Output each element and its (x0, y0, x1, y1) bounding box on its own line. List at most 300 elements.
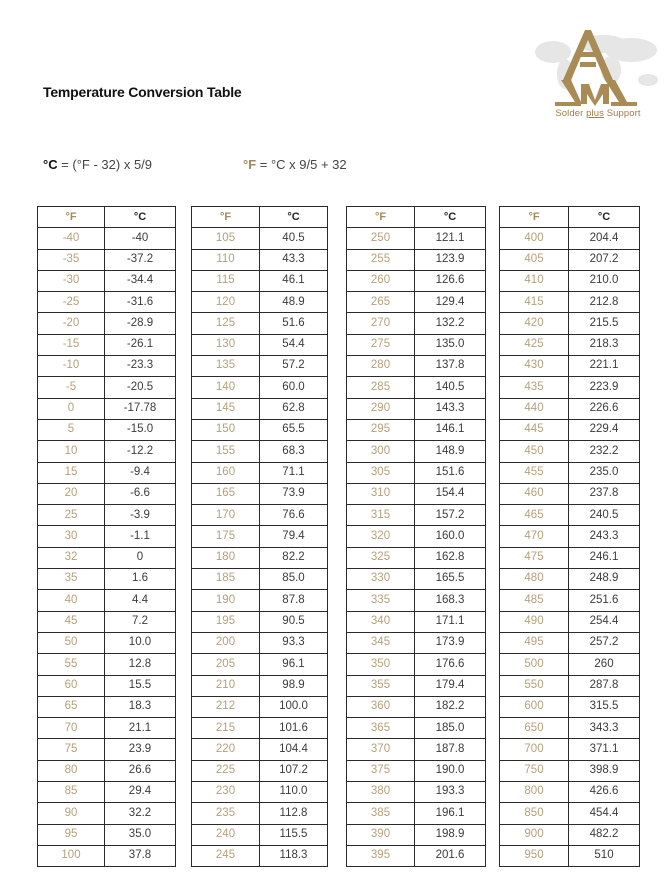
celsius-cell: 29.4 (105, 782, 176, 803)
celsius-cell: 171.1 (415, 611, 486, 632)
celsius-symbol: °C (43, 157, 58, 172)
table-row (38, 824, 176, 845)
celsius-cell: 196.1 (415, 803, 486, 824)
table-row (192, 845, 328, 866)
fahrenheit-cell: 850 (500, 803, 569, 824)
table-row (347, 356, 486, 377)
celsius-cell: 46.1 (260, 270, 328, 291)
table-row (38, 547, 176, 568)
table-row (38, 334, 176, 355)
conversion-table-3 (346, 206, 486, 867)
table-row (500, 654, 640, 675)
fahrenheit-cell: 95 (38, 824, 105, 845)
celsius-cell: 246.1 (569, 547, 640, 568)
celsius-cell: 51.6 (260, 313, 328, 334)
fahrenheit-cell: 165 (192, 483, 260, 504)
fahrenheit-cell: 10 (38, 441, 105, 462)
table-row (192, 654, 328, 675)
table-row (500, 547, 640, 568)
fahrenheit-cell: 290 (347, 398, 415, 419)
celsius-cell: 232.2 (569, 441, 640, 462)
fahrenheit-cell: 85 (38, 782, 105, 803)
table-row (500, 313, 640, 334)
table-row (38, 441, 176, 462)
formula-celsius (43, 157, 152, 172)
table-row (500, 441, 640, 462)
celsius-cell: 35.0 (105, 824, 176, 845)
celsius-cell: 173.9 (415, 632, 486, 653)
celsius-cell: 85.0 (260, 569, 328, 590)
table-row (192, 228, 328, 249)
fahrenheit-cell: 65 (38, 696, 105, 717)
celsius-cell: 179.4 (415, 675, 486, 696)
celsius-cell: 79.4 (260, 526, 328, 547)
fahrenheit-cell: 32 (38, 547, 105, 568)
celsius-cell: -12.2 (105, 441, 176, 462)
fahrenheit-cell: 390 (347, 824, 415, 845)
celsius-cell: 343.3 (569, 718, 640, 739)
table-row (347, 419, 486, 440)
celsius-cell: 251.6 (569, 590, 640, 611)
fahrenheit-cell: 250 (347, 228, 415, 249)
celsius-cell: 12.8 (105, 654, 176, 675)
conversion-table-1 (37, 206, 176, 867)
fahrenheit-cell: 310 (347, 483, 415, 504)
fahrenheit-cell: 170 (192, 505, 260, 526)
fahrenheit-cell: 470 (500, 526, 569, 547)
table-row (500, 824, 640, 845)
fahrenheit-cell: 90 (38, 803, 105, 824)
table-row (500, 526, 640, 547)
table-row (347, 526, 486, 547)
fahrenheit-header: °F (347, 207, 415, 228)
celsius-cell: 121.1 (415, 228, 486, 249)
table-row (347, 483, 486, 504)
fahrenheit-cell: 305 (347, 462, 415, 483)
celsius-cell: 54.4 (260, 334, 328, 355)
fahrenheit-cell: 185 (192, 569, 260, 590)
fahrenheit-cell: 0 (38, 398, 105, 419)
celsius-cell: 248.9 (569, 569, 640, 590)
fahrenheit-cell: 370 (347, 739, 415, 760)
celsius-cell: 157.2 (415, 505, 486, 526)
fahrenheit-cell: 300 (347, 441, 415, 462)
celsius-cell: 187.8 (415, 739, 486, 760)
celsius-cell: -34.4 (105, 270, 176, 291)
celsius-cell: 140.5 (415, 377, 486, 398)
table-row (38, 569, 176, 590)
fahrenheit-cell: 225 (192, 760, 260, 781)
fahrenheit-header: °F (192, 207, 260, 228)
celsius-cell: 207.2 (569, 249, 640, 270)
fahrenheit-cell: 475 (500, 547, 569, 568)
celsius-cell: 176.6 (415, 654, 486, 675)
fahrenheit-cell: -5 (38, 377, 105, 398)
celsius-cell: 0 (105, 547, 176, 568)
celsius-cell: 96.1 (260, 654, 328, 675)
celsius-cell: 287.8 (569, 675, 640, 696)
table-row (192, 696, 328, 717)
fahrenheit-cell: 50 (38, 632, 105, 653)
celsius-cell: 1.6 (105, 569, 176, 590)
fahrenheit-cell: 5 (38, 419, 105, 440)
fahrenheit-cell: 325 (347, 547, 415, 568)
celsius-cell: 15.5 (105, 675, 176, 696)
fahrenheit-cell: 115 (192, 270, 260, 291)
fahrenheit-cell: 415 (500, 292, 569, 313)
fahrenheit-cell: 235 (192, 803, 260, 824)
celsius-cell: -6.6 (105, 483, 176, 504)
fahrenheit-cell: 405 (500, 249, 569, 270)
celsius-cell: 143.3 (415, 398, 486, 419)
celsius-cell: 185.0 (415, 718, 486, 739)
celsius-cell: 26.6 (105, 760, 176, 781)
fahrenheit-cell: 130 (192, 334, 260, 355)
table-row (347, 675, 486, 696)
celsius-cell: 110.0 (260, 782, 328, 803)
table-row (500, 590, 640, 611)
table-row (38, 611, 176, 632)
celsius-cell: 60.0 (260, 377, 328, 398)
celsius-cell: 454.4 (569, 803, 640, 824)
table-row (192, 292, 328, 313)
fahrenheit-cell: -15 (38, 334, 105, 355)
table-row (192, 270, 328, 291)
table-row (38, 760, 176, 781)
celsius-cell: 260 (569, 654, 640, 675)
celsius-cell: 237.8 (569, 483, 640, 504)
fahrenheit-cell: 230 (192, 782, 260, 803)
celsius-cell: 57.2 (260, 356, 328, 377)
table-row (38, 675, 176, 696)
table-row (347, 334, 486, 355)
fahrenheit-cell: 280 (347, 356, 415, 377)
celsius-cell: -26.1 (105, 334, 176, 355)
table-row (347, 590, 486, 611)
table-row (347, 739, 486, 760)
table-row (500, 292, 640, 313)
table-header-row (347, 207, 486, 228)
table-row (38, 313, 176, 334)
fahrenheit-cell: 440 (500, 398, 569, 419)
celsius-cell: 93.3 (260, 632, 328, 653)
table-row (500, 739, 640, 760)
table-row (347, 760, 486, 781)
celsius-cell: 48.9 (260, 292, 328, 313)
fahrenheit-cell: 140 (192, 377, 260, 398)
celsius-cell: 160.0 (415, 526, 486, 547)
fahrenheit-cell: 160 (192, 462, 260, 483)
table-row (192, 718, 328, 739)
fahrenheit-cell: 375 (347, 760, 415, 781)
table-row (347, 782, 486, 803)
table-row (38, 249, 176, 270)
table-row (500, 611, 640, 632)
celsius-cell: 240.5 (569, 505, 640, 526)
table-header-row (192, 207, 328, 228)
celsius-cell: 68.3 (260, 441, 328, 462)
table-row (500, 270, 640, 291)
fahrenheit-cell: 175 (192, 526, 260, 547)
table-row (347, 313, 486, 334)
fahrenheit-cell: 120 (192, 292, 260, 313)
fahrenheit-cell: 212 (192, 696, 260, 717)
celsius-cell: 151.6 (415, 462, 486, 483)
table-row (38, 696, 176, 717)
table-row (192, 505, 328, 526)
table-row (192, 632, 328, 653)
fahrenheit-cell: 950 (500, 845, 569, 866)
fahrenheit-cell: 135 (192, 356, 260, 377)
table-row (192, 547, 328, 568)
fahrenheit-cell: 800 (500, 782, 569, 803)
fahrenheit-cell: 15 (38, 462, 105, 483)
celsius-cell: -17.78 (105, 398, 176, 419)
table-row (347, 718, 486, 739)
table-row (38, 654, 176, 675)
table-row (347, 398, 486, 419)
fahrenheit-cell: 550 (500, 675, 569, 696)
celsius-cell: 201.6 (415, 845, 486, 866)
table-header-row (500, 207, 640, 228)
fahrenheit-cell: 650 (500, 718, 569, 739)
celsius-cell: -31.6 (105, 292, 176, 313)
fahrenheit-cell: 215 (192, 718, 260, 739)
table-row (500, 505, 640, 526)
fahrenheit-cell: 350 (347, 654, 415, 675)
formula-fahrenheit (243, 157, 347, 172)
fahrenheit-cell: 105 (192, 228, 260, 249)
table-row (38, 526, 176, 547)
celsius-cell: 212.8 (569, 292, 640, 313)
celsius-cell: 223.9 (569, 377, 640, 398)
celsius-cell: -3.9 (105, 505, 176, 526)
celsius-cell: 98.9 (260, 675, 328, 696)
table-row (347, 292, 486, 313)
celsius-cell: 226.6 (569, 398, 640, 419)
celsius-cell: 154.4 (415, 483, 486, 504)
table-row (38, 377, 176, 398)
fahrenheit-cell: 70 (38, 718, 105, 739)
table-row (500, 718, 640, 739)
fahrenheit-cell: 60 (38, 675, 105, 696)
table-row (38, 782, 176, 803)
fahrenheit-cell: 500 (500, 654, 569, 675)
celsius-cell: 18.3 (105, 696, 176, 717)
celsius-cell: 90.5 (260, 611, 328, 632)
fahrenheit-cell: 380 (347, 782, 415, 803)
celsius-cell: 371.1 (569, 739, 640, 760)
fahrenheit-cell: 285 (347, 377, 415, 398)
table-row (192, 398, 328, 419)
table-row (500, 334, 640, 355)
table-row (192, 377, 328, 398)
table-row (192, 739, 328, 760)
fahrenheit-cell: 485 (500, 590, 569, 611)
fahrenheit-header: °F (38, 207, 105, 228)
celsius-cell: 112.8 (260, 803, 328, 824)
table-row (38, 228, 176, 249)
conversion-table-2 (191, 206, 328, 867)
celsius-cell: 165.5 (415, 569, 486, 590)
table-row (347, 270, 486, 291)
celsius-cell: 426.6 (569, 782, 640, 803)
celsius-cell: -20.5 (105, 377, 176, 398)
table-row (347, 632, 486, 653)
celsius-cell: 218.3 (569, 334, 640, 355)
table-row (347, 845, 486, 866)
celsius-cell: 229.4 (569, 419, 640, 440)
celsius-cell: 123.9 (415, 249, 486, 270)
fahrenheit-cell: 125 (192, 313, 260, 334)
celsius-cell: 115.5 (260, 824, 328, 845)
celsius-cell: 190.0 (415, 760, 486, 781)
fahrenheit-cell: -10 (38, 356, 105, 377)
table-row (192, 462, 328, 483)
fahrenheit-cell: 110 (192, 249, 260, 270)
fahrenheit-cell: 150 (192, 419, 260, 440)
table-row (347, 505, 486, 526)
fahrenheit-cell: 210 (192, 675, 260, 696)
celsius-header: °C (105, 207, 176, 228)
celsius-header: °C (569, 207, 640, 228)
fahrenheit-cell: -25 (38, 292, 105, 313)
table-row (192, 249, 328, 270)
table-row (500, 760, 640, 781)
table-row (38, 845, 176, 866)
celsius-cell: 118.3 (260, 845, 328, 866)
celsius-cell: 168.3 (415, 590, 486, 611)
celsius-cell: 100.0 (260, 696, 328, 717)
fahrenheit-cell: 180 (192, 547, 260, 568)
fahrenheit-cell: 410 (500, 270, 569, 291)
fahrenheit-cell: 435 (500, 377, 569, 398)
table-row (500, 803, 640, 824)
fahrenheit-cell: 200 (192, 632, 260, 653)
fahrenheit-cell: 80 (38, 760, 105, 781)
fahrenheit-cell: 465 (500, 505, 569, 526)
celsius-cell: 40.5 (260, 228, 328, 249)
celsius-cell: 32.2 (105, 803, 176, 824)
table-row (500, 782, 640, 803)
fahrenheit-cell: 30 (38, 526, 105, 547)
fahrenheit-cell: 495 (500, 632, 569, 653)
table-row (347, 569, 486, 590)
fahrenheit-cell: 450 (500, 441, 569, 462)
table-row (38, 632, 176, 653)
fahrenheit-cell: 295 (347, 419, 415, 440)
celsius-cell: 235.0 (569, 462, 640, 483)
fahrenheit-cell: 260 (347, 270, 415, 291)
fahrenheit-cell: 25 (38, 505, 105, 526)
fahrenheit-cell: 420 (500, 313, 569, 334)
celsius-cell: 87.8 (260, 590, 328, 611)
celsius-cell: 210.0 (569, 270, 640, 291)
table-row (192, 356, 328, 377)
table-row (500, 249, 640, 270)
tagline-plus: plus (586, 108, 604, 119)
fahrenheit-cell: 385 (347, 803, 415, 824)
table-row (38, 739, 176, 760)
fahrenheit-cell: 55 (38, 654, 105, 675)
celsius-cell: 482.2 (569, 824, 640, 845)
fahrenheit-cell: 195 (192, 611, 260, 632)
table-row (347, 696, 486, 717)
table-row (347, 824, 486, 845)
celsius-cell: 204.4 (569, 228, 640, 249)
company-logo (533, 22, 663, 122)
fahrenheit-cell: -30 (38, 270, 105, 291)
table-row (192, 334, 328, 355)
celsius-cell: -9.4 (105, 462, 176, 483)
celsius-cell: 148.9 (415, 441, 486, 462)
celsius-cell: 137.8 (415, 356, 486, 377)
table-row (38, 590, 176, 611)
fahrenheit-cell: 340 (347, 611, 415, 632)
fahrenheit-expression: = °C x 9/5 + 32 (256, 157, 347, 172)
fahrenheit-cell: 270 (347, 313, 415, 334)
fahrenheit-cell: 900 (500, 824, 569, 845)
fahrenheit-cell: 315 (347, 505, 415, 526)
celsius-cell: 21.1 (105, 718, 176, 739)
fahrenheit-cell: 480 (500, 569, 569, 590)
fahrenheit-header: °F (500, 207, 569, 228)
fahrenheit-cell: 365 (347, 718, 415, 739)
fahrenheit-cell: 155 (192, 441, 260, 462)
table-row (347, 654, 486, 675)
table-row (347, 249, 486, 270)
celsius-cell: 135.0 (415, 334, 486, 355)
celsius-cell: 257.2 (569, 632, 640, 653)
fahrenheit-cell: 320 (347, 526, 415, 547)
celsius-cell: 129.4 (415, 292, 486, 313)
table-row (347, 611, 486, 632)
fahrenheit-cell: 45 (38, 611, 105, 632)
fahrenheit-cell: 455 (500, 462, 569, 483)
fahrenheit-cell: 190 (192, 590, 260, 611)
celsius-cell: 62.8 (260, 398, 328, 419)
fahrenheit-cell: -35 (38, 249, 105, 270)
fahrenheit-cell: -20 (38, 313, 105, 334)
celsius-cell: 37.8 (105, 845, 176, 866)
fahrenheit-cell: 700 (500, 739, 569, 760)
table-row (38, 718, 176, 739)
fahrenheit-cell: 460 (500, 483, 569, 504)
table-row (192, 313, 328, 334)
fahrenheit-cell: 255 (347, 249, 415, 270)
table-row (500, 696, 640, 717)
table-row (347, 441, 486, 462)
fahrenheit-cell: 355 (347, 675, 415, 696)
fahrenheit-cell: 750 (500, 760, 569, 781)
celsius-cell: 398.9 (569, 760, 640, 781)
celsius-cell: 132.2 (415, 313, 486, 334)
celsius-cell: 162.8 (415, 547, 486, 568)
fahrenheit-cell: 430 (500, 356, 569, 377)
table-row (38, 292, 176, 313)
fahrenheit-symbol: °F (243, 157, 257, 172)
celsius-cell: 10.0 (105, 632, 176, 653)
table-row (347, 228, 486, 249)
fahrenheit-cell: 345 (347, 632, 415, 653)
table-row (38, 483, 176, 504)
table-row (38, 505, 176, 526)
celsius-cell: 73.9 (260, 483, 328, 504)
table-row (192, 483, 328, 504)
logo-tagline: Solder plus Support (555, 108, 641, 119)
table-row (347, 462, 486, 483)
celsius-cell: 243.3 (569, 526, 640, 547)
